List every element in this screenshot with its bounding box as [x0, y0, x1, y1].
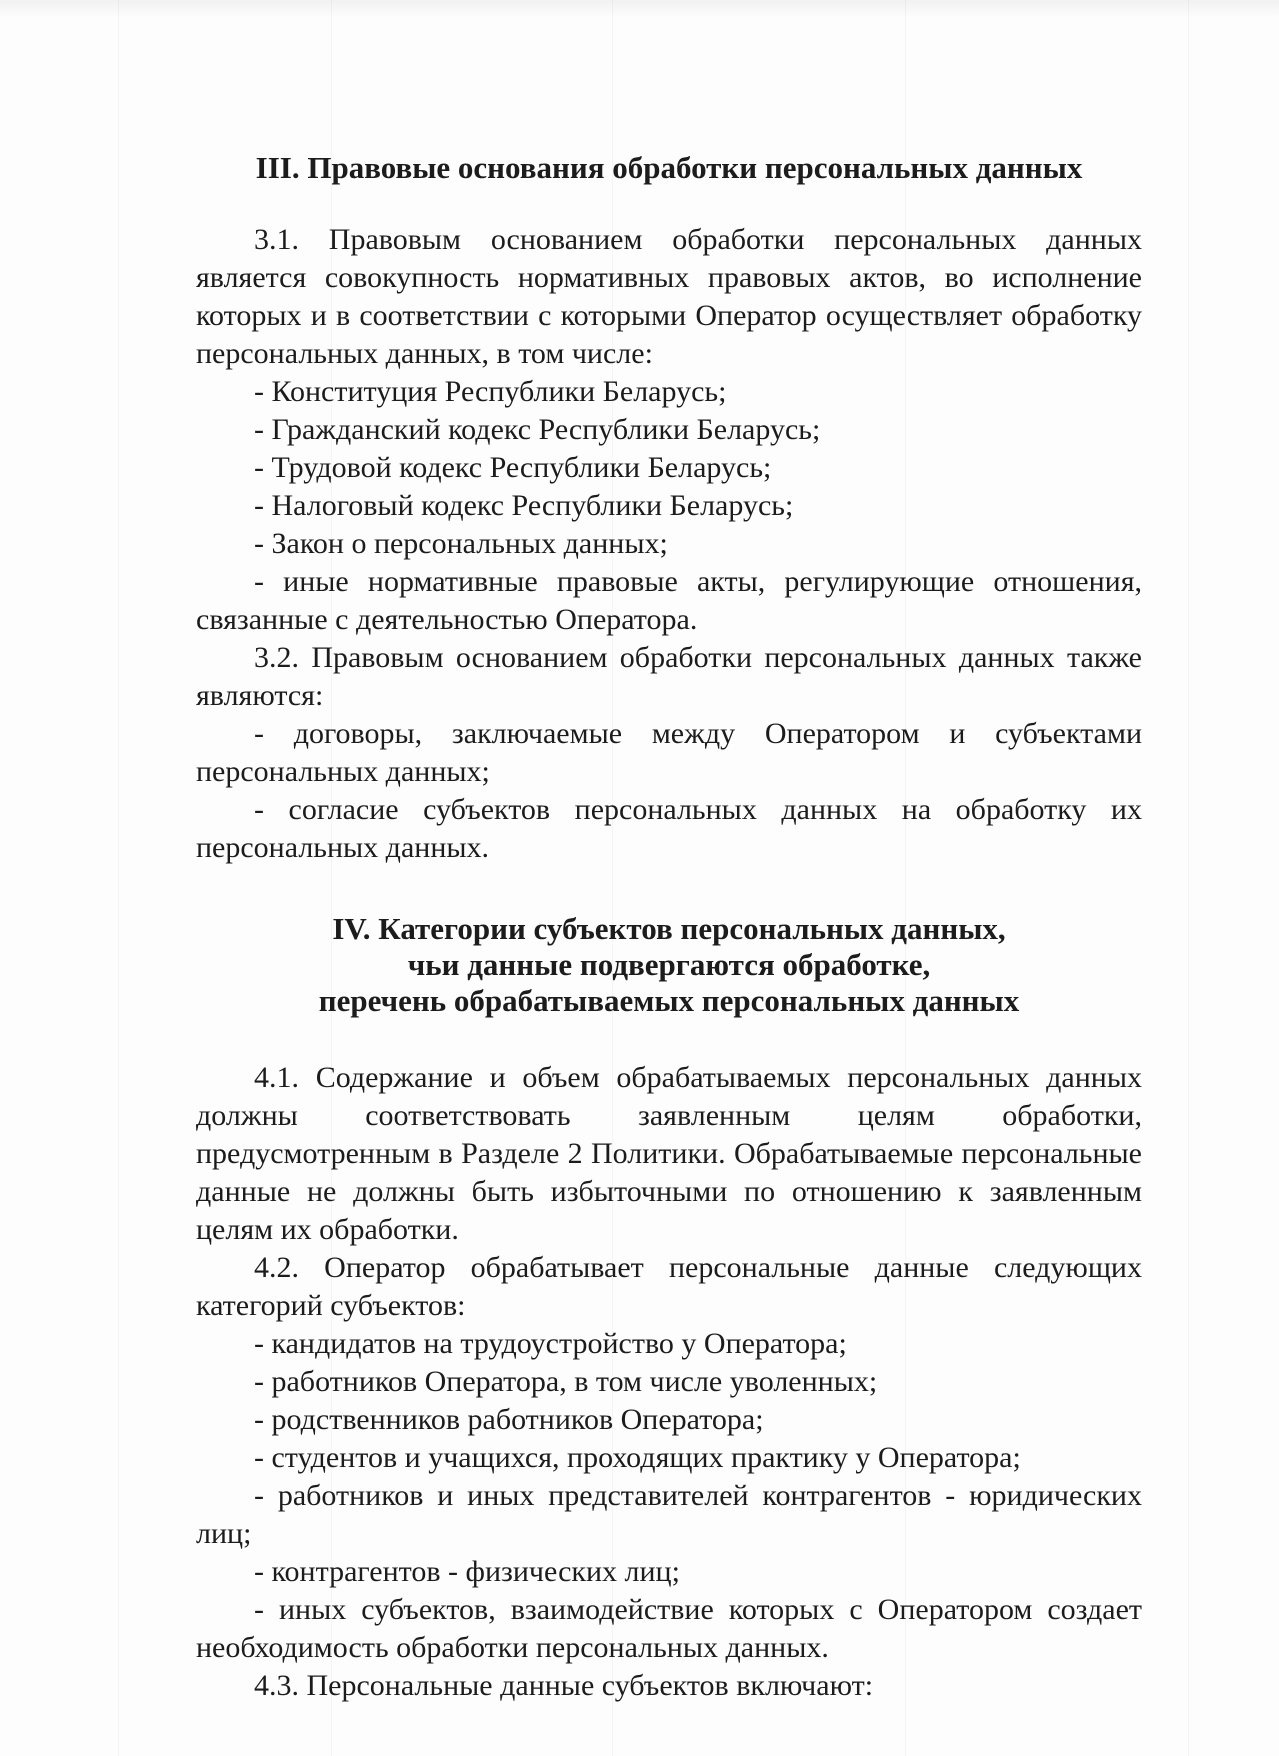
- list-item: - контрагентов - физических лиц;: [254, 1555, 680, 1588]
- paragraph-3-1: 3.1. Правовым основанием обработки персональных данных является совокупность нормативных правовых актов, во исполнение которых и в соответствии с которыми Оператор осуществляет обработку персональных данных, в том числе:: [196, 223, 1142, 370]
- section-3-heading: III. Правовые основания обработки персональных данных: [255, 150, 1083, 185]
- section-4-heading: [196, 911, 1142, 1019]
- list-item: - договоры, заключаемые между Оператором и субъектами персональных данных;: [196, 717, 1142, 788]
- list-item: - кандидатов на трудоустройство у Оператора;: [254, 1327, 847, 1360]
- list-item: - Трудовой кодекс Республики Беларусь;: [254, 451, 772, 484]
- paragraph-4-3: 4.3. Персональные данные субъектов включают:: [254, 1669, 874, 1702]
- document-body: [196, 150, 1142, 1705]
- list-item: - родственников работников Оператора;: [254, 1403, 764, 1436]
- section-4-heading-line: IV. Категории субъектов персональных данных,: [332, 911, 1006, 946]
- list-item: - студентов и учащихся, проходящих практику у Оператора;: [254, 1441, 1021, 1474]
- list-item: - согласие субъектов персональных данных на обработку их персональных данных.: [196, 793, 1142, 864]
- paragraph-3-2: 3.2. Правовым основанием обработки персональных данных также являются:: [196, 641, 1142, 712]
- paragraph-4-1: 4.1. Содержание и объем обрабатываемых персональных данных должны соответствовать заявленным целям обработки, предусмотренным в Разделе 2 Политики. Обрабатываемые персональные данные не должны быть избыточными по отношению к заявленным целям их обработки.: [196, 1061, 1142, 1246]
- list-item: - Налоговый кодекс Республики Беларусь;: [254, 489, 794, 522]
- list-item: - работников Оператора, в том числе уволенных;: [254, 1365, 878, 1398]
- list-item: - Гражданский кодекс Республики Беларусь;: [254, 413, 821, 446]
- list-item: - Конституция Республики Беларусь;: [254, 375, 727, 408]
- scan-streak: [1188, 0, 1189, 1756]
- list-item: - работников и иных представителей контрагентов - юридических лиц;: [196, 1479, 1142, 1550]
- list-item: - Закон о персональных данных;: [254, 527, 668, 560]
- section-4-heading-line: чьи данные подвергаются обработке,: [407, 947, 931, 982]
- list-item: - иные нормативные правовые акты, регулирующие отношения, связанные с деятельностью Оператора.: [196, 565, 1142, 636]
- scan-streak: [118, 0, 119, 1756]
- scan-edge-shadow: [0, 0, 1279, 18]
- section-4-heading-line: перечень обрабатываемых персональных данных: [318, 983, 1020, 1018]
- paragraph-4-2: 4.2. Оператор обрабатывает персональные данные следующих категорий субъектов:: [196, 1251, 1142, 1322]
- list-item: - иных субъектов, взаимодействие которых с Оператором создает необходимость обработки персональных данных.: [196, 1593, 1142, 1664]
